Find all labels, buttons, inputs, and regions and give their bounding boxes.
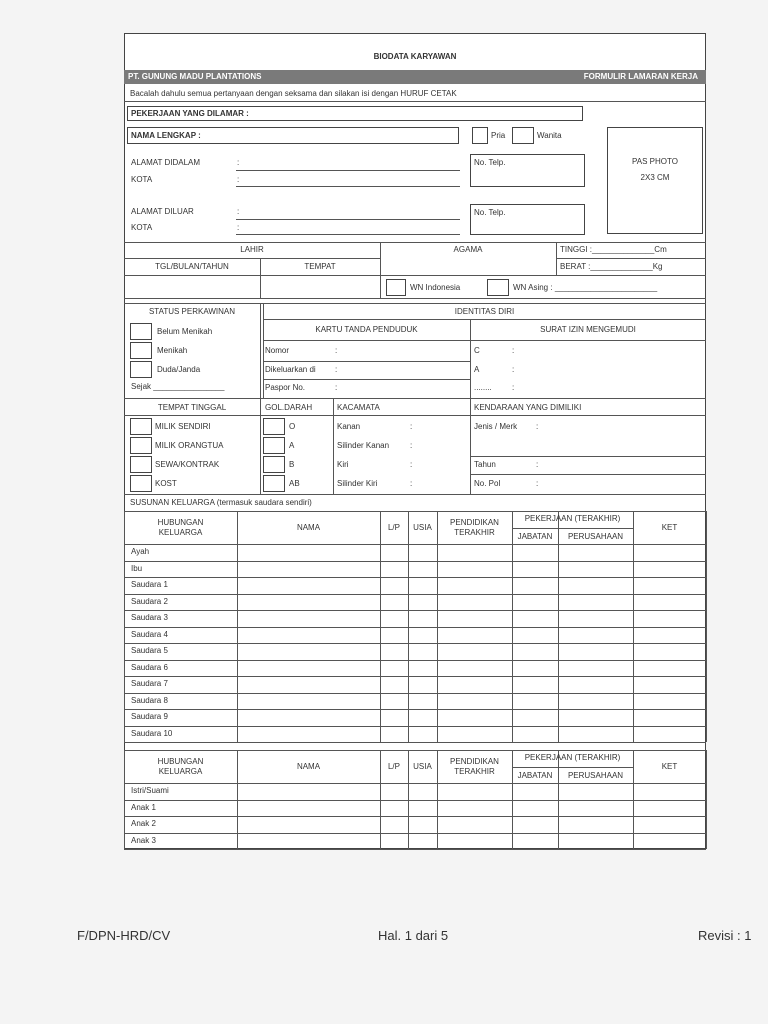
table-cell-input[interactable] [238,677,379,692]
glasses-right-label: Kanan [337,422,361,431]
wn-indonesia-label: WN Indonesia [410,283,461,292]
city-outside-line[interactable] [236,234,460,235]
table-row-label: Saudara 7 [131,679,168,688]
table-cell-input[interactable] [381,834,407,849]
table-row-label: Anak 3 [131,835,156,845]
t1-col-relation-2: KELUARGA [158,527,203,537]
table-cell-input[interactable] [634,545,705,560]
wn-foreign-checkbox[interactable] [487,279,509,296]
table-cell-input[interactable] [634,694,705,709]
table-cell-input[interactable] [513,694,557,709]
table-cell-input[interactable] [634,562,705,577]
t2-col-relation-2: KELUARGA [158,766,203,776]
table-cell-input[interactable] [438,710,511,725]
t1-col-position: JABATAN [517,531,553,541]
since-line[interactable]: ________________ [153,382,225,391]
table-cell-input[interactable] [409,710,436,725]
sim-c-label: C [474,346,480,355]
table-cell-input[interactable] [513,727,557,742]
table-cell-input[interactable] [438,661,511,676]
table-cell-input[interactable] [238,545,379,560]
table-row-label: Anak 2 [131,819,156,828]
parents-house-label: MILIK ORANGTUA [155,441,224,450]
table-cell-input[interactable] [559,727,632,742]
footer-page-number: Hal. 1 dari 5 [378,928,449,943]
birth-date-header: TGL/BULAN/TAHUN [155,262,229,271]
table-cell-input[interactable] [438,545,511,560]
table-cell-input[interactable] [409,817,436,832]
table-cell-input[interactable] [238,562,379,577]
blood-ab-checkbox[interactable] [263,475,285,492]
table-cell-input[interactable] [409,578,436,593]
table-cell-input[interactable] [513,784,557,799]
blood-header: GOL.DARAH [265,403,313,412]
widowed-checkbox[interactable] [130,361,152,378]
residence-header: TEMPAT TINGGAL [157,403,227,412]
kost-label: KOST [155,479,177,488]
passport-label: Paspor No. [265,383,306,392]
wn-foreign-label: WN Asing : [513,283,553,292]
kost-checkbox[interactable] [130,475,152,492]
table-row-label: Saudara 3 [131,613,168,622]
married-label: Menikah [157,346,188,355]
widowed-label: Duda/Janda [157,365,201,374]
vehicle-plate-label: No. Pol [474,479,501,488]
blood-ab-label: AB [289,479,300,488]
table-row-label: Saudara 10 [131,728,173,738]
address-inside-line[interactable] [236,170,460,171]
table-cell-input[interactable] [438,578,511,593]
glasses-left-label: Kiri [337,460,349,469]
table-cell-input[interactable] [513,595,557,610]
footer-revision: Revisi : 1 [698,928,752,943]
t2-col-note: KET [661,761,678,771]
table-cell-input[interactable] [409,611,436,626]
rent-label: SEWA/KONTRAK [155,460,220,469]
table-cell-input[interactable] [634,784,705,799]
photo-label: PAS PHOTO [632,157,678,166]
table-cell-input[interactable] [409,801,436,816]
t2-col-age: USIA [413,761,432,771]
table-cell-input[interactable] [238,628,379,643]
table-cell-input[interactable] [381,784,407,799]
t2-col-name: NAMA [296,761,321,771]
table-cell-input[interactable] [238,644,379,659]
table-row-label: Saudara 9 [131,712,168,721]
weight-unit: Kg [652,262,663,271]
since-label: Sejak [131,382,152,391]
table-cell-input[interactable] [238,661,379,676]
table-cell-input[interactable] [513,611,557,626]
single-label: Belum Menikah [157,327,213,336]
t2-col-company: PERUSAHAAN [567,770,624,780]
glasses-cyl-left-label: Silinder Kiri [337,479,378,488]
table-cell-input[interactable] [238,801,379,816]
table-cell-input[interactable] [409,694,436,709]
table-cell-input[interactable] [559,677,632,692]
table-cell-input[interactable] [634,710,705,725]
blood-o-checkbox[interactable] [263,418,285,435]
blood-b-checkbox[interactable] [263,456,285,473]
table-cell-input[interactable] [513,562,557,577]
address-outside-line[interactable] [236,219,460,220]
table-cell-input[interactable] [438,595,511,610]
table-cell-input[interactable] [559,694,632,709]
ktp-issued-label: Dikeluarkan di [265,365,316,374]
table-cell-input[interactable] [634,628,705,643]
table-cell-input[interactable] [381,801,407,816]
t2-col-education-2: TERAKHIR [454,766,495,776]
city-inside-label: KOTA [131,175,153,184]
table-cell-input[interactable] [634,595,705,610]
table-cell-input[interactable] [381,595,407,610]
table-cell-input[interactable] [513,801,557,816]
table-cell-input[interactable] [438,611,511,626]
table-cell-input[interactable] [438,727,511,742]
table-cell-input[interactable] [409,784,436,799]
table-cell-input[interactable] [513,545,557,560]
wn-indonesia-checkbox[interactable] [386,279,406,296]
rent-checkbox[interactable] [130,456,152,473]
vehicle-header: KENDARAAN YANG DIMILIKI [474,403,582,412]
ktp-header: KARTU TANDA PENDUDUK [315,325,418,334]
table-cell-input[interactable] [381,644,407,659]
company-bar [124,70,706,84]
table-cell-input[interactable] [381,727,407,742]
female-label: Wanita [537,131,562,140]
table-cell-input[interactable] [559,578,632,593]
table-cell-input[interactable] [238,784,379,799]
form-title: BIODATA KARYAWAN [373,52,457,61]
full-name-label: NAMA LENGKAP : [131,131,201,140]
table-cell-input[interactable] [438,801,511,816]
table-cell-input[interactable] [559,817,632,832]
table-cell-input[interactable] [409,545,436,560]
table-cell-input[interactable] [559,661,632,676]
table-row-label: Saudara 6 [131,662,168,672]
table-cell-input[interactable] [381,694,407,709]
t2-col-sex: L/P [387,761,400,771]
glasses-header: KACAMATA [337,403,380,412]
own-house-checkbox[interactable] [130,418,152,435]
height-line[interactable]: ______________ [592,245,655,254]
table-cell-input[interactable] [634,801,705,816]
table-cell-input[interactable] [634,834,705,849]
table-cell-input[interactable] [559,628,632,643]
t2-col-position: JABATAN [517,770,553,780]
glasses-cyl-right-label: Silinder Kanan [337,441,390,450]
table-cell-input[interactable] [634,578,705,593]
married-checkbox[interactable] [130,342,152,359]
birth-header: LAHIR [240,245,264,254]
table-row-label: Saudara 4 [131,629,168,639]
blood-b-label: B [289,460,295,469]
address-outside-label: ALAMAT DILUAR [131,207,194,216]
table-cell-input[interactable] [381,545,407,560]
t1-col-job: PEKERJAAN (TERAKHIR) [524,514,621,523]
height-label: TINGGI : [560,245,592,254]
table-cell-input[interactable] [559,562,632,577]
table-cell-input[interactable] [559,801,632,816]
religion-header: AGAMA [453,245,483,254]
table-row-label: Saudara 2 [131,596,168,606]
t2-col-education: PENDIDIKAN [450,756,499,766]
table-cell-input[interactable] [634,644,705,659]
identity-header: IDENTITAS DIRI [454,307,515,316]
parents-house-checkbox[interactable] [130,437,152,454]
table-cell-input[interactable] [513,644,557,659]
table-row-label: Anak 1 [131,802,156,812]
table-cell-input[interactable] [513,817,557,832]
city-inside-line[interactable] [236,186,460,187]
vehicle-type-label: Jenis / Merk [474,422,518,431]
table-cell-input[interactable] [438,834,511,849]
table-cell-input[interactable] [238,595,379,610]
table-cell-input[interactable] [409,562,436,577]
male-label: Pria [491,131,506,140]
job-applied-label: PEKERJAAN YANG DILAMAR : [131,109,249,118]
t1-col-education-2: TERAKHIR [454,527,495,537]
male-checkbox[interactable] [472,127,488,144]
table-cell-input[interactable] [409,644,436,659]
table-cell-input[interactable] [438,677,511,692]
table-cell-input[interactable] [381,578,407,593]
table-cell-input[interactable] [634,727,705,742]
table-cell-input[interactable] [381,677,407,692]
table-row-label: Saudara 5 [131,646,168,655]
table-row-label: Ibu [131,563,143,573]
table-cell-input[interactable] [238,834,379,849]
vehicle-year-label: Tahun [474,460,496,469]
table-cell-input[interactable] [238,727,379,742]
phone-outside-label: No. Telp. [474,208,506,217]
table-row-label: Saudara 1 [131,580,168,589]
table-cell-input[interactable] [513,661,557,676]
table-cell-input[interactable] [438,562,511,577]
t1-col-sex: L/P [387,522,400,532]
photo-size: 2X3 CM [640,173,670,182]
blood-a-checkbox[interactable] [263,437,285,454]
female-checkbox[interactable] [512,127,534,144]
table-cell-input[interactable] [634,611,705,626]
table-cell-input[interactable] [559,595,632,610]
t1-col-age: USIA [413,522,432,532]
table-cell-input[interactable] [438,784,511,799]
t1-col-education: PENDIDIKAN [450,517,499,527]
table-cell-input[interactable] [513,628,557,643]
sim-header: SURAT IZIN MENGEMUDI [540,325,636,334]
table-cell-input[interactable] [238,817,379,832]
table-cell-input[interactable] [634,817,705,832]
form-type: FORMULIR LAMARAN KERJA [583,72,698,81]
wn-foreign-line[interactable]: _______________________ [554,283,658,292]
height-unit: Cm [654,245,667,254]
table-cell-input[interactable] [409,834,436,849]
table-cell-input[interactable] [409,727,436,742]
sim-a-label: A [474,365,480,374]
table-cell-input[interactable] [238,694,379,709]
table-cell-input[interactable] [381,611,407,626]
table-cell-input[interactable] [381,661,407,676]
company-name: PT. GUNUNG MADU PLANTATIONS [128,72,262,81]
marital-header: STATUS PERKAWINAN [148,307,236,316]
table-cell-input[interactable] [238,578,379,593]
table-cell-input[interactable] [409,661,436,676]
table-cell-input[interactable] [438,817,511,832]
table-cell-input[interactable] [513,677,557,692]
table-cell-input[interactable] [559,644,632,659]
t2-col-job: PEKERJAAN (TERAKHIR) [524,753,621,762]
table-cell-input[interactable] [409,628,436,643]
table-cell-input[interactable] [513,710,557,725]
sim-other-label: ........ [474,383,492,392]
table-cell-input[interactable] [409,677,436,692]
city-outside-label: KOTA [131,223,153,232]
table-cell-input[interactable] [559,784,632,799]
table-cell-input[interactable] [634,661,705,676]
t2-col-relation: HUBUNGAN [157,756,204,766]
table-row-label: Saudara 8 [131,695,168,705]
instruction-text: Bacalah dahulu semua pertanyaan dengan seksama dan silakan isi dengan HURUF CETAK [130,89,457,98]
weight-line[interactable]: ______________ [590,262,653,271]
table-cell-input[interactable] [559,834,632,849]
table-cell-input[interactable] [438,694,511,709]
table-cell-input[interactable] [238,611,379,626]
table-cell-input[interactable] [559,545,632,560]
ktp-number-label: Nomor [265,346,290,355]
blood-o-label: O [289,422,296,431]
table-row-label: Ayah [131,547,150,556]
t1-col-relation: HUBUNGAN [157,517,204,527]
weight-label: BERAT : [560,262,591,271]
address-inside-label: ALAMAT DIDALAM [131,158,201,167]
footer-form-code: F/DPN-HRD/CV [77,928,171,943]
table-cell-input[interactable] [381,710,407,725]
own-house-label: MILIK SENDIRI [155,422,211,431]
blood-a-label: A [289,441,295,450]
table-cell-input[interactable] [513,578,557,593]
table-cell-input[interactable] [381,562,407,577]
table-cell-input[interactable] [409,595,436,610]
table-cell-input[interactable] [513,834,557,849]
table-cell-input[interactable] [559,611,632,626]
phone-inside-label: No. Telp. [474,158,506,167]
birth-place-header: TEMPAT [304,262,336,271]
single-checkbox[interactable] [130,323,152,340]
family-header: SUSUNAN KELUARGA (termasuk saudara sendiri) [130,498,312,507]
table-cell-input[interactable] [381,628,407,643]
t1-col-company: PERUSAHAAN [567,531,624,541]
table-row-label: Istri/Suami [131,786,169,795]
table-cell-input[interactable] [238,710,379,725]
t1-col-note: KET [661,522,678,532]
table-cell-input[interactable] [438,644,511,659]
t1-col-name: NAMA [296,522,321,532]
table-cell-input[interactable] [634,677,705,692]
table-cell-input[interactable] [559,710,632,725]
table-cell-input[interactable] [381,817,407,832]
table-cell-input[interactable] [438,628,511,643]
